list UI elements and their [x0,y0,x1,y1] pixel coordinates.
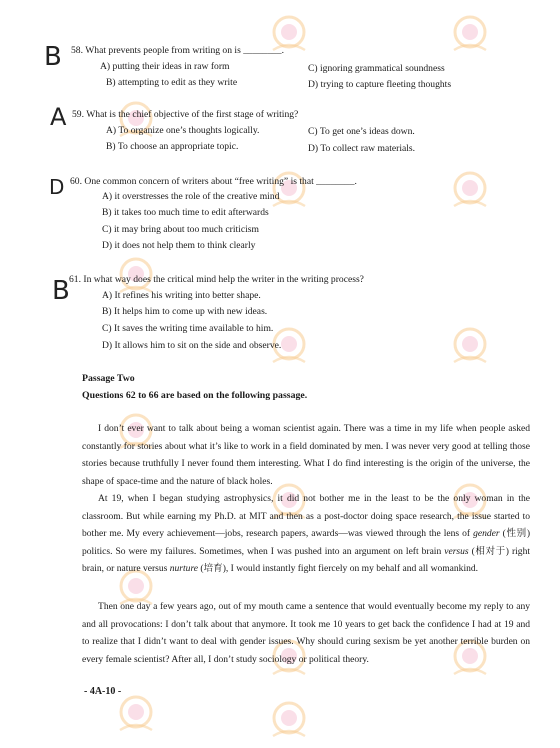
option-60-d: D) it does not help them to think clearly [102,240,256,251]
watermark-logo [110,690,162,742]
italic-term-versus: versus [444,545,469,557]
paragraph-text: , I would instantly fight fiercely on my behalf and all womankind. [225,563,479,574]
watermark-logo-icon [444,10,496,62]
handwritten-answer-60: D [49,175,65,199]
question-60 [70,176,357,188]
option-58-b: B) attempting to edit as they write [106,77,238,88]
passage-paragraph-1: I don’t ever want to talk about being a woman scientist again. There was a time in my life when people asked constantly for stories about what it’s like to work in a field dominated by men. I was never very good at telling those stories because truthfully I never found them interesting. What I do find interesting is the origin of the universe, the shape of space-time and the nature of black holes. [82,423,530,487]
question-stem: What prevents people from writing on is ________. [85,45,285,56]
watermark-logo-icon [444,322,496,374]
question-stem: What is the chief objective of the first stage of writing? [86,109,299,120]
chinese-gloss: (培育) [198,563,226,574]
watermark-logo [444,10,496,62]
question-number: 59. [72,109,84,120]
option-59-a: A) To organize one’s thoughts logically. [106,125,260,136]
passage-title: Passage Two [82,373,135,384]
option-58-d: D) trying to capture fleeting thoughts [308,79,452,90]
passage-instruction: Questions 62 to 66 are based on the following passage. [82,390,308,401]
watermark-logo [263,696,315,748]
question-stem: One common concern of writers about “free writing” is that ________. [84,176,357,187]
option-61-c: C) It saves the writing time available to him. [102,323,274,334]
paragraph-text: politics. So were my failures. Sometimes, when I was pushed into an argument on left brain [82,545,445,557]
question-59 [72,109,298,121]
page-number: - 4A-10 - [84,686,122,697]
question-61 [69,274,364,286]
option-59-b: B) To choose an appropriate topic. [106,141,239,152]
question-number: 60. [70,176,82,187]
passage-paragraph-2 [82,490,530,578]
handwritten-answer-59: A [50,103,67,131]
option-60-c: C) it may bring about too much criticism [102,224,259,235]
option-60-b: B) it takes too much time to edit afterwards [102,207,269,218]
option-58-c: C) ignoring grammatical soundness [308,63,445,74]
watermark-logo [444,322,496,374]
watermark-logo-icon [444,166,496,218]
watermark-logo [444,166,496,218]
question-58 [71,45,284,57]
watermark-logo-icon [110,690,162,742]
paragraph-text: right brain, or nature versus [82,545,530,574]
handwritten-answer-58: B [44,42,62,72]
watermark-logo-icon [263,696,315,748]
handwritten-answer-61: B [52,276,70,306]
option-59-d: D) To collect raw materials. [308,143,416,154]
italic-term-gender: gender [473,528,500,539]
paragraph-text: At 19, when I began studying astrophysics, it did not bother me in the least to be the only woman in the classroom. But while earning my Ph.D. at MIT and then as a post-doctor doing space research, the issue started to bother me. My every achievement—jobs, research papers, awards—was viewed through the lens of [82,493,530,539]
option-59-c: C) To get one’s ideas down. [308,126,415,137]
question-number: 61. [69,274,81,285]
chinese-gloss: (相对于) [468,545,512,557]
option-60-a: A) it overstresses the role of the creative mind [102,191,280,202]
question-number: 58. [71,45,83,56]
option-61-d: D) It allows him to sit on the side and observe. [102,340,282,351]
option-61-b: B) It helps him to come up with new ideas. [102,306,268,317]
option-61-a: A) It refines his writing into better shape. [102,290,261,301]
chinese-gloss: (性别) [499,528,530,539]
passage-paragraph-3: Then one day a few years ago, out of my mouth came a sentence that would eventually become my reply to any and all provocations: I don’t talk about that anymore. It took me 10 years to get back the confidence I had at 19 and to realize that I didn’t want to deal with gender issues. Why should curing sexism be yet another terrible burden on every female scientist? After all, I don’t study sociology or political theory. [82,601,530,665]
italic-term-nurture: nurture [169,563,199,574]
option-58-a: A) putting their ideas in raw form [100,61,230,72]
question-stem: In what way does the critical mind help the writer in the writing process? [83,274,364,285]
